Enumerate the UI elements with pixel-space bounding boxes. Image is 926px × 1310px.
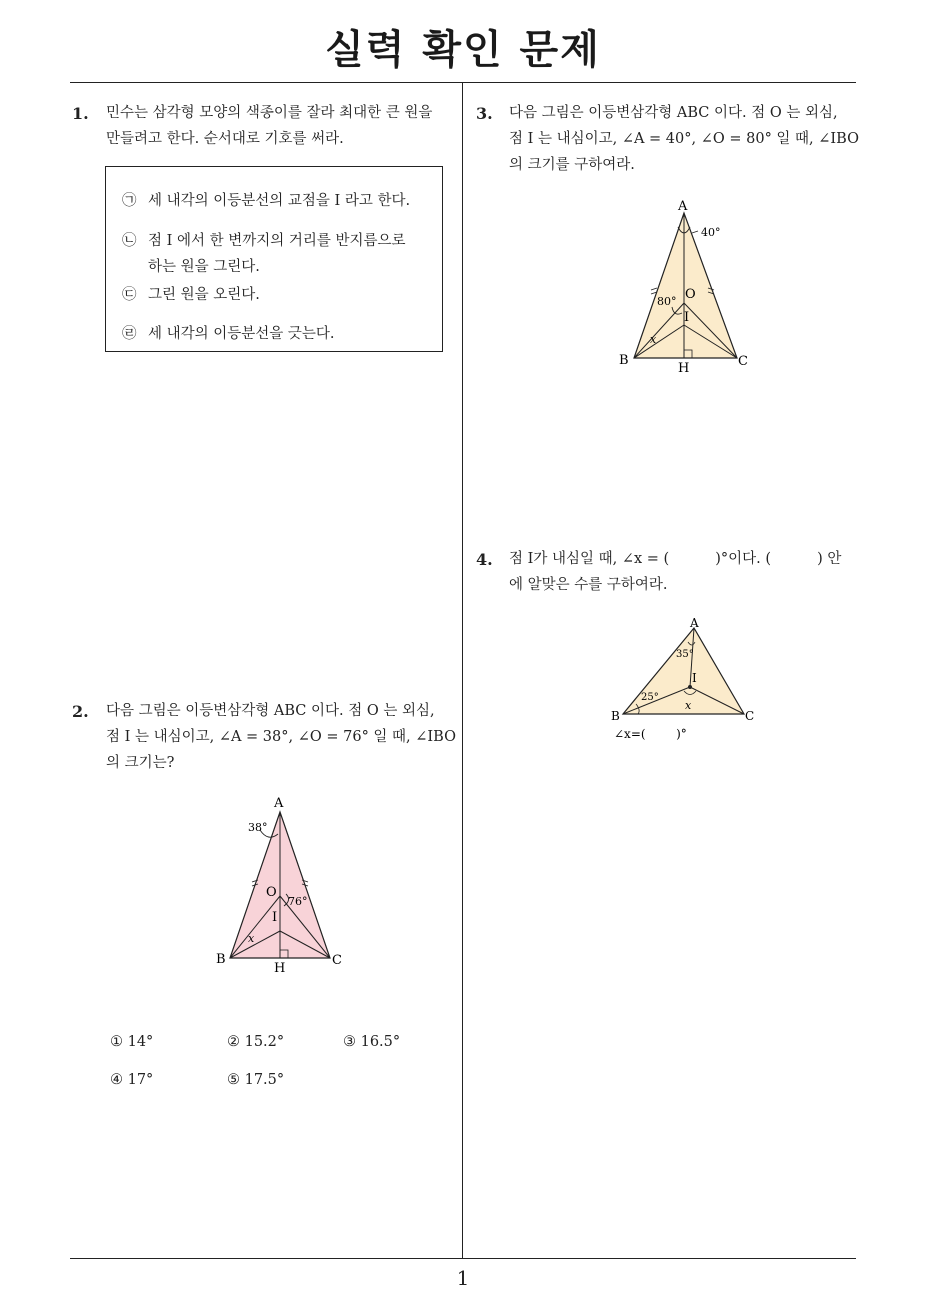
q2-text-line1: 다음 그림은 이등변삼각형 ABC 이다. 점 O 는 외심, [106,703,435,719]
q3-label-C: C [738,354,748,369]
q1-step-3 [122,282,260,308]
q2-angle-x: x [248,932,255,945]
q1-step-2 [122,228,406,254]
q1-text-line1: 민수는 삼각형 모양의 색종이를 잘라 최대한 큰 원을 [106,105,433,121]
q1-text [106,100,432,152]
choice-value: 16.5° [360,1034,401,1050]
step-text: 세 내각의 이등분선을 긋는다. [148,326,335,342]
q3-number: 3. [476,104,493,123]
q1-text-line2: 만들려고 한다. 순서대로 기호를 써라. [106,131,344,147]
choice-mark: ③ [343,1034,356,1050]
choice-mark: ② [227,1034,240,1050]
q4-number: 4. [476,550,493,569]
step-mark: ㉣ [122,326,137,342]
choice-mark: ⑤ [227,1072,240,1088]
q2-text-line3: 의 크기는? [106,755,175,771]
q3-label-I: I [684,310,690,325]
q2-label-I: I [272,910,278,925]
step-text: 그린 원을 오린다. [148,287,260,303]
q4-label-C: C [745,709,755,723]
q3-text-line2: 점 I 는 내심이고, ∠A = 40°, ∠O = 80° 일 때, ∠IBO [509,131,859,147]
q2-label-A: A [274,796,284,811]
q2-angle-A: 38° [248,821,268,834]
q2-label-B: B [216,952,226,967]
q3-angle-x: x [650,333,657,346]
q2-label-C: C [332,953,342,968]
q2-text-line2: 점 I 는 내심이고, ∠A = 38°, ∠O = 76° 일 때, ∠IBO [106,729,456,745]
q2-number: 2. [72,702,89,721]
q2-label-O: O [266,885,277,900]
page-title: 실력 확인 문제 [325,27,601,73]
q3-label-H: H [678,361,690,376]
q4-triangle-figure [608,614,768,754]
page-number: 1 [456,1266,470,1290]
choice-value: 17.5° [244,1072,285,1088]
top-rule [70,82,856,83]
q3-label-A: A [678,199,688,214]
q2-choice-4[interactable] [110,1072,153,1088]
q3-label-B: B [619,353,629,368]
choice-value: 14° [127,1034,154,1050]
q2-angle-O: 76° [288,895,308,908]
q4-label-B: B [611,709,620,723]
step-text: 점 I 에서 한 변까지의 거리를 반지름으로 [148,233,406,249]
q2-triangle-figure [210,790,350,980]
choice-mark: ① [110,1034,123,1050]
q2-label-H: H [274,961,286,976]
q2-choice-3[interactable] [343,1034,400,1050]
step-mark: ㉢ [122,287,137,303]
q3-text-line3: 의 크기를 구하여라. [509,157,635,173]
q3-text-line1: 다음 그림은 이등변삼각형 ABC 이다. 점 O 는 외심, [509,105,838,121]
q4-angle-B: 25° [641,692,659,703]
choice-value: 15.2° [244,1034,285,1050]
choice-mark: ④ [110,1072,123,1088]
q2-choice-2[interactable] [227,1034,284,1050]
step-text: 세 내각의 이등분선의 교점을 I 라고 한다. [148,193,411,209]
q4-angle-A: 35° [676,649,694,660]
q3-angle-O: 80° [657,295,677,308]
q4-angle-x: x [685,699,692,712]
q1-step-4 [122,321,335,347]
q3-label-O: O [685,287,696,302]
q4-label-I: I [692,671,697,685]
q4-answer-line: ∠x=( )° [614,727,687,741]
q1-step-2-cont: 하는 원을 그린다. [148,259,260,275]
step-mark: ㉡ [122,233,137,249]
q2-choice-1[interactable] [110,1034,153,1050]
q2-text [106,698,456,776]
q1-step-1 [122,188,410,214]
q3-text [509,100,859,178]
q4-text [509,546,841,598]
q3-angle-A: 40° [701,226,721,239]
q2-choice-5[interactable] [227,1072,284,1088]
q4-label-A: A [690,616,699,630]
q1-steps-box [105,166,443,352]
column-divider [462,83,463,1259]
bottom-rule [70,1258,856,1259]
q4-text-line2: 에 알맞은 수를 구하여라. [509,577,668,593]
choice-value: 17° [127,1072,154,1088]
q1-number: 1. [72,104,89,123]
q4-text-line1: 점 I가 내심일 때, ∠x = ( )°이다. ( ) 안 [509,551,842,567]
step-mark: ㉠ [122,193,137,209]
q3-triangle-figure [610,195,760,380]
